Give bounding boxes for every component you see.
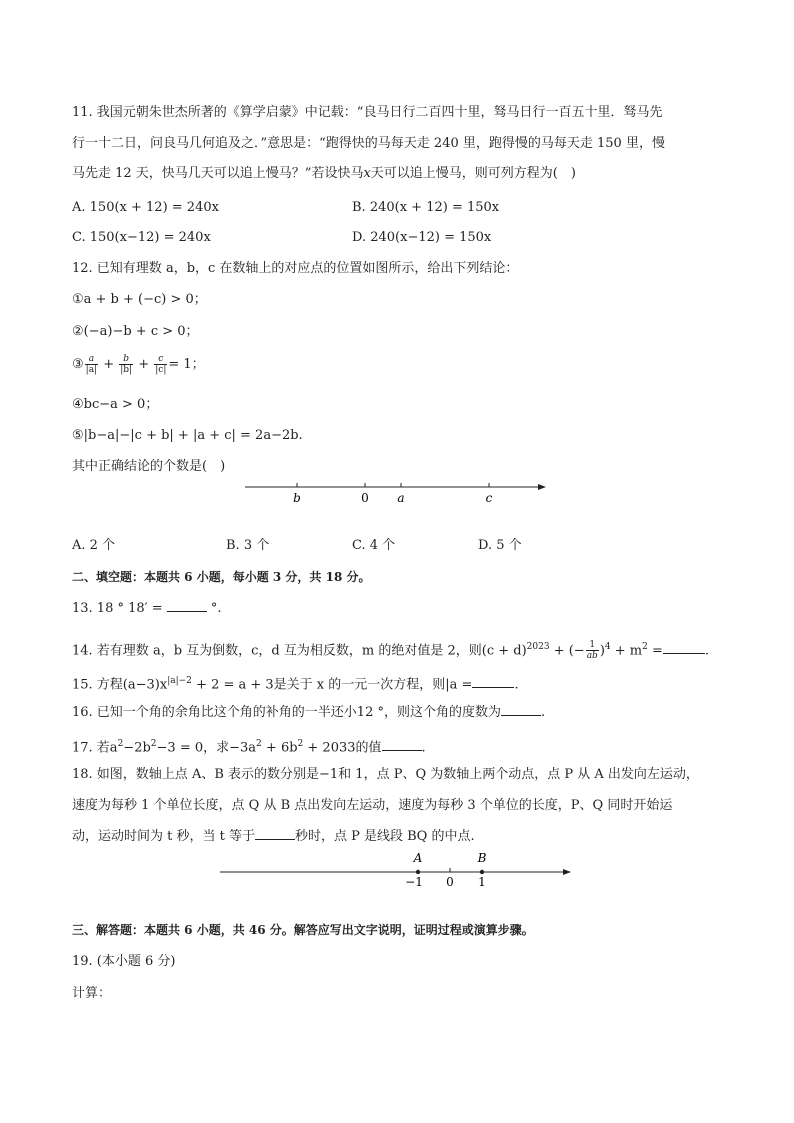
q12-label-b: b	[293, 491, 301, 505]
q14-text-c: )	[599, 643, 605, 659]
q14-exp3: 2	[642, 642, 648, 652]
q18-text-b: 秒时，点 P 是线段 BQ 的中点.	[294, 829, 475, 844]
q12-label-0: 0	[361, 491, 369, 505]
q12-option-b: B. 3 个	[226, 538, 270, 553]
q17-text-c: −3 = 0，求−3a	[156, 740, 257, 756]
q11-option-a: A. 150(x + 12) = 240x	[72, 200, 219, 215]
q14-exp2: 4	[604, 642, 611, 652]
q13-text: 13. 18 ° 18′ =	[72, 601, 163, 616]
q18-point-a	[416, 870, 420, 874]
q13-blank	[167, 611, 207, 612]
q16-blank	[501, 715, 541, 716]
q17-exp2: 2	[150, 739, 157, 749]
q14-text-b: + (−	[549, 643, 585, 659]
q15-text: 15. 方程(a−3)x	[72, 677, 168, 693]
section-2-heading: 二、填空题：本题共 6 小题，每小题 3 分，共 18 分。	[72, 570, 371, 584]
q17-text-b: −2b	[123, 740, 151, 756]
q18-point-b	[480, 870, 484, 874]
q12-conclusion-5: ⑤|b−a|−|c + b| + |a + c| = 2a−2b.	[72, 428, 303, 443]
q17-exp4: 2	[297, 739, 304, 749]
q18-line1: 18. 如图，数轴上点 A、B 表示的数分别是−1和 1，点 P、Q 为数轴上两个动点，点 P 从 A 出发向左运动，	[72, 767, 699, 782]
q18-line3	[72, 828, 475, 846]
q11-line3b: 天可以追上慢马，则可列方程为( )	[370, 166, 576, 181]
q14-text-d: + m	[610, 643, 643, 659]
q12-frac-a: $\frac{a}{|a|}$	[85, 354, 98, 375]
q11-line2: 行一十二日，问良马几何追及之．”意思是：“跑得快的马每天走 240 里，跑得慢的马每天走 150 里，慢	[72, 136, 665, 151]
q12-option-c: C. 4 个	[352, 538, 396, 553]
q19-sub: 计算：	[72, 986, 112, 1001]
q12-number-line	[240, 478, 550, 508]
q16-period: .	[540, 705, 546, 720]
q12-label-a: a	[397, 491, 405, 505]
q18-label-neg1: −1	[405, 875, 423, 889]
q11-line3a: 马先走 12 天，快马几天可以追上慢马？”若设快马	[72, 166, 364, 181]
q12-axis-arrow	[538, 484, 546, 490]
q11-option-b: B. 240(x + 12) = 150x	[352, 200, 500, 215]
q18-label-one: 1	[478, 875, 486, 889]
q18-line2: 速度为每秒 1 个单位长度，点 Q 从 B 点出发向左运动，速度为每秒 3 个单位的长度，P、Q 同时开始运	[72, 798, 673, 813]
q14-text-e: =	[647, 643, 663, 659]
q11-option-d: D. 240(x−12) = 150x	[352, 230, 492, 245]
q12-frac-b: $\frac{b}{|b|}$	[120, 354, 133, 375]
q12-label-c: c	[485, 491, 493, 505]
q12-option-a: A. 2 个	[72, 538, 116, 553]
q12-frac-c: $\frac{c}{|c|}$	[155, 354, 167, 375]
q17	[72, 735, 426, 757]
q15-exp: |a|−2	[167, 676, 192, 686]
q18-axis-arrow	[563, 869, 571, 875]
q12-conclusion-2: ②(−a)−b + c > 0；	[72, 324, 199, 339]
q17-text-e: + 2033的值	[303, 740, 382, 756]
q18-label-b: B	[477, 851, 487, 865]
q17-text-d: + 6b	[261, 740, 298, 756]
q12-stem: 12. 已知有理数 a，b，c 在数轴上的对应点的位置如图所示，给出下列结论：	[72, 261, 519, 276]
q15	[72, 672, 519, 694]
q16-text: 16. 已知一个角的余角比这个角的补角的一半还小12 °，则这个角的度数为	[72, 705, 501, 720]
q18-label-zero: 0	[446, 875, 454, 889]
q17-exp1: 2	[117, 739, 124, 749]
q13-unit: °.	[210, 601, 222, 616]
q16	[72, 704, 545, 722]
q12-option-d: D. 5 个	[478, 538, 522, 553]
q18-label-a: A	[413, 851, 423, 865]
q14-frac: $\frac{1}{ab}$	[586, 640, 598, 662]
q14-text: 14. 若有理数 a，b 互为倒数，c，d 互为相反数，m 的绝对值是 2，则(c + d)	[72, 643, 527, 659]
q11-var: x	[363, 166, 371, 181]
q15-text-b: + 2 = a + 3是关于 x 的一元一次方程，则|a =	[191, 677, 473, 693]
q15-blank	[472, 687, 514, 688]
q12-ask: 其中正确结论的个数是( )	[72, 459, 226, 474]
q14-exp1: 2023	[526, 642, 550, 652]
q15-period: .	[514, 677, 519, 693]
q19-title: 19. (本小题 6 分)	[72, 954, 176, 969]
q12-c3-prefix: ③	[72, 357, 84, 372]
q17-text: 17. 若a	[72, 740, 118, 756]
q14	[72, 636, 709, 662]
q11-line1: 11. 我国元朝朱世杰所著的《算学启蒙》中记载：“良马日行二百四十里，驽马日行一百五十里．驽马先	[72, 105, 663, 120]
q11-option-c: C. 150(x−12) = 240x	[72, 230, 211, 245]
q14-blank	[663, 653, 705, 654]
q17-exp3: 2	[256, 739, 262, 749]
q18-number-line	[215, 848, 575, 890]
section-3-heading: 三、解答题：本题共 6 小题，共 46 分。解答应写出文字说明，证明过程或演算步骤。	[72, 923, 534, 937]
q13	[72, 600, 222, 618]
q18-blank	[255, 839, 295, 840]
q17-blank	[382, 750, 422, 751]
q17-period: .	[421, 740, 426, 756]
q12-c3-suffix: = 1；	[168, 357, 205, 372]
q14-period: .	[704, 643, 710, 659]
q12-conclusion-1: ①a + b + (−c) > 0；	[72, 292, 207, 307]
q11-line3	[72, 165, 576, 183]
q12-conclusion-4: ④bc−a > 0；	[72, 397, 159, 412]
q18-text-a: 动，运动时间为 t 秒，当 t 等于	[72, 829, 255, 844]
q12-conclusion-3: ③ $\frac{a}{|a|}$ + $\frac{b}{|b|}$ + $\frac{c}{|c|}$ = 1；	[72, 354, 205, 375]
